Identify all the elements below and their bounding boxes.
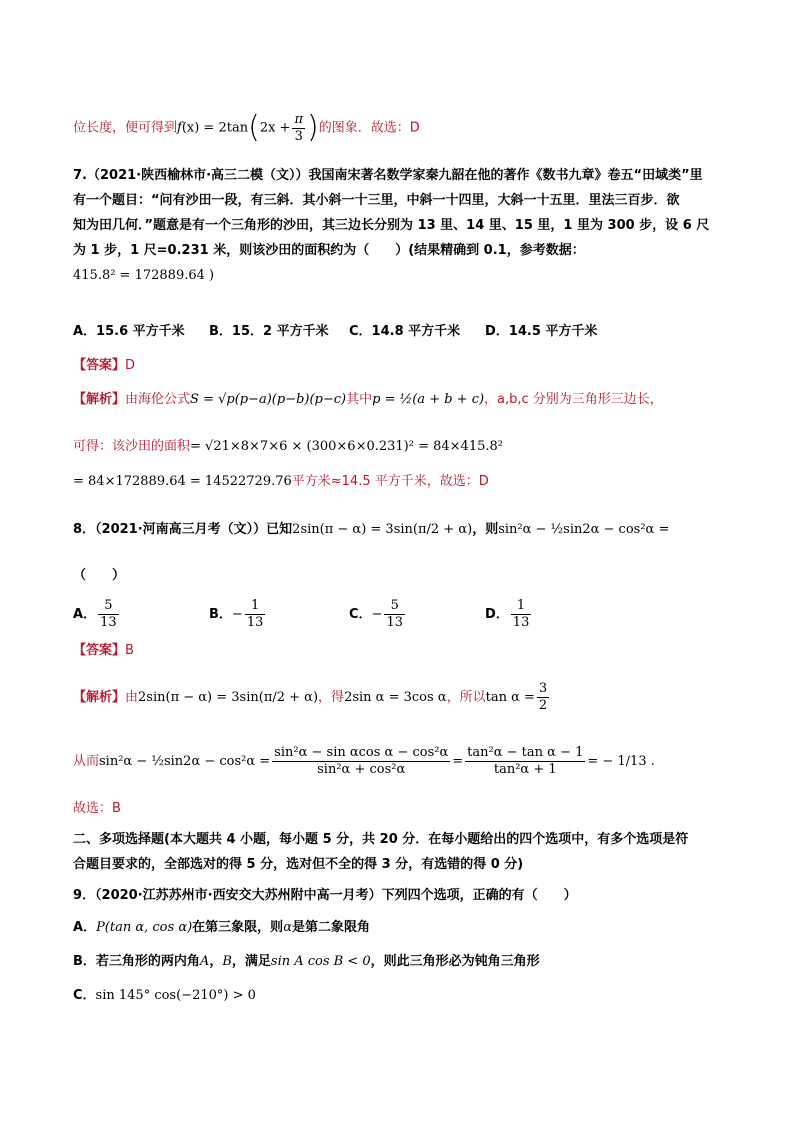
- q8-get: ，得: [318, 690, 345, 705]
- q9-option-b: B．若三角形的两内角A，B，满足sin A cos B < 0，则此三角形必为钝角三角形: [73, 954, 540, 969]
- q7-option-a: A．15.6 平方千米: [73, 324, 185, 339]
- q7-line3: 知为田几何．”题意是有一个三角形的沙田，其三边长分别为 13 里、14 里、15 里，1 里为 300 步，设 6 尺: [73, 218, 710, 233]
- q7-line2: 有一个题目：“问有沙田一段，有三斜．其小斜一十三里，中斜一十四里，大斜一十五里．里法三百步．欲: [73, 193, 680, 208]
- q8-relation: 2sin α = 3cos α: [344, 690, 447, 705]
- q8-target-repeat: sin²α − ½sin2α − cos²α =: [99, 754, 271, 769]
- q8-answer-value: B: [125, 643, 134, 658]
- q7-analysis-line3: [73, 472, 489, 492]
- q8-then: ，则: [472, 522, 499, 537]
- q7-area-conclusion: 平方米≈14.5 平方千米，故选：: [291, 474, 479, 489]
- q7-line1: 7.（2021·陕西榆林市·高三二模（文））我国南宋著名数学家秦九韶在他的著作《数书九章》卷五“田域类”里: [73, 168, 703, 183]
- q8-final-answer: B: [112, 801, 121, 816]
- q8-tan-value: $\frac{3}{2}$: [538, 681, 548, 713]
- prev-solution-tail: 的图象．故选：: [318, 120, 410, 136]
- q7-answer-value: D: [125, 358, 136, 373]
- q8-stem: 8．（2021·河南高三月考（文））已知: [73, 522, 293, 537]
- q8-given-repeat: 2sin(π − α) = 3sin(π/2 + α): [138, 690, 319, 705]
- q8-fraction-1: $\frac{\text{sin²α − sin αcos α − cos²α}}{\text{sin²α + cos²α}}$: [274, 745, 449, 777]
- q8-options: [73, 597, 533, 633]
- q8-choose: 故选：: [73, 801, 113, 816]
- paren-right: ): [307, 110, 319, 145]
- q8-so: ，所以: [446, 690, 486, 705]
- q9-option-c: C．sin 145° cos(−210°) > 0: [73, 988, 256, 1003]
- analysis-tag: 【解析】: [73, 392, 126, 407]
- pi-over-3: $\frac{\pi}{3}$: [294, 111, 303, 144]
- q8-tan-expr: tan α =: [485, 690, 535, 705]
- q7-area-text: 可得：该沙田的面积: [73, 439, 191, 454]
- q7-analysis-line1: [73, 390, 663, 410]
- q7-analysis-where: 其中: [346, 392, 373, 407]
- q7-answer: [73, 356, 135, 376]
- semi-perimeter-formula: p = ½(a + b + c): [372, 392, 485, 407]
- paren-left: (: [248, 110, 260, 145]
- q7-analysis-line2: [73, 437, 503, 457]
- q7-options: [73, 322, 597, 342]
- q8-option-d: D． $\frac{1}{13}$: [485, 598, 530, 630]
- q8-analysis-line1: [73, 680, 551, 716]
- q8-option-b: B．− $\frac{1}{13}$: [209, 598, 264, 630]
- func-inner: 2x +: [259, 120, 291, 136]
- prev-solution-text: 位长度，便可得到: [73, 120, 178, 136]
- func-expr: (x) = 2tan: [181, 120, 249, 136]
- q7-final-answer: D: [478, 474, 489, 489]
- q7-option-b: B．15．2 平方千米: [209, 324, 329, 339]
- prev-answer: D: [409, 120, 420, 136]
- q8-by: 由: [125, 690, 139, 705]
- heron-formula: S = √p(p−a)(p−b)(p−c): [190, 392, 347, 407]
- section2-heading-line1: 二、多项选择题(本大题共 4 小题，每小题 5 分，共 20 分．在每小题给出的四个选项中，有多个选项是符: [73, 832, 689, 847]
- q8-thus: 从而: [73, 754, 100, 769]
- q8-fraction-2: $\frac{\text{tan²α − tan α − 1}}{\text{tan²α + 1}}$: [467, 745, 584, 777]
- q7-reference-data: 415.8² = 172889.64 ): [73, 268, 215, 283]
- section2-heading-line2: 合题目要求的，全部选对的得 5 分，选对但不全的得 3 分，有选错的得 0 分): [73, 857, 524, 872]
- func-name: f: [177, 120, 182, 136]
- q8-answer: [73, 641, 134, 661]
- q7-area-result: = 84×172889.64 = 14522729.76: [73, 474, 292, 489]
- q8-blank: （ ）: [73, 568, 126, 583]
- q9-stem: 9．（2020·江苏苏州市·西安交大苏州附中高一月考）下列四个选项，正确的有（ ）: [73, 888, 577, 903]
- q7-line4: 为 1 步，1 尺=0.231 米，则该沙田的面积约为（ ）(结果精确到 0.1，参考数据：: [73, 243, 585, 258]
- q8-option-a: A． $\frac{5}{13}$: [73, 598, 117, 630]
- q8-analysis-line2: 从而sin²α − ½sin2α − cos²α = $\frac{\text{sin²α − sin αcos α − cos²α}}{\text{sin²α + cos²α}}$ = $\frac{\text{tan²α − tan α − 1}}{\text{tan²α + 1}}$ = − 1/13 .: [73, 745, 655, 777]
- q7-option-d: D．14.5 平方千米: [485, 324, 598, 339]
- q8-given-equation: 2sin(π − α) = 3sin(π/2 + α): [292, 522, 473, 537]
- q9-option-a: A．P(tan α, cos α)在第三象限，则α是第二象限角: [73, 920, 370, 935]
- q8-option-c: C．− $\frac{5}{13}$: [349, 598, 403, 630]
- prev-solution-line: [73, 110, 420, 147]
- answer-tag: 【答案】: [73, 358, 126, 373]
- q8-line1: [73, 513, 669, 547]
- answer-tag: 【答案】: [73, 643, 126, 658]
- q7-analysis-text: 由海伦公式: [125, 392, 191, 407]
- analysis-tag: 【解析】: [73, 690, 126, 705]
- q8-conclusion: [73, 799, 121, 819]
- q8-target-expr: sin²α − ½sin2α − cos²α =: [498, 522, 670, 537]
- q7-option-c: C．14.8 平方千米: [349, 324, 461, 339]
- q7-analysis-sides: ，a,b,c 分别为三角形三边长，: [484, 392, 663, 407]
- q7-area-formula: = √21×8×7×6 × (300×6×0.231)² = 84×415.8²: [190, 439, 503, 454]
- q8-result: = − 1/13 .: [587, 754, 655, 769]
